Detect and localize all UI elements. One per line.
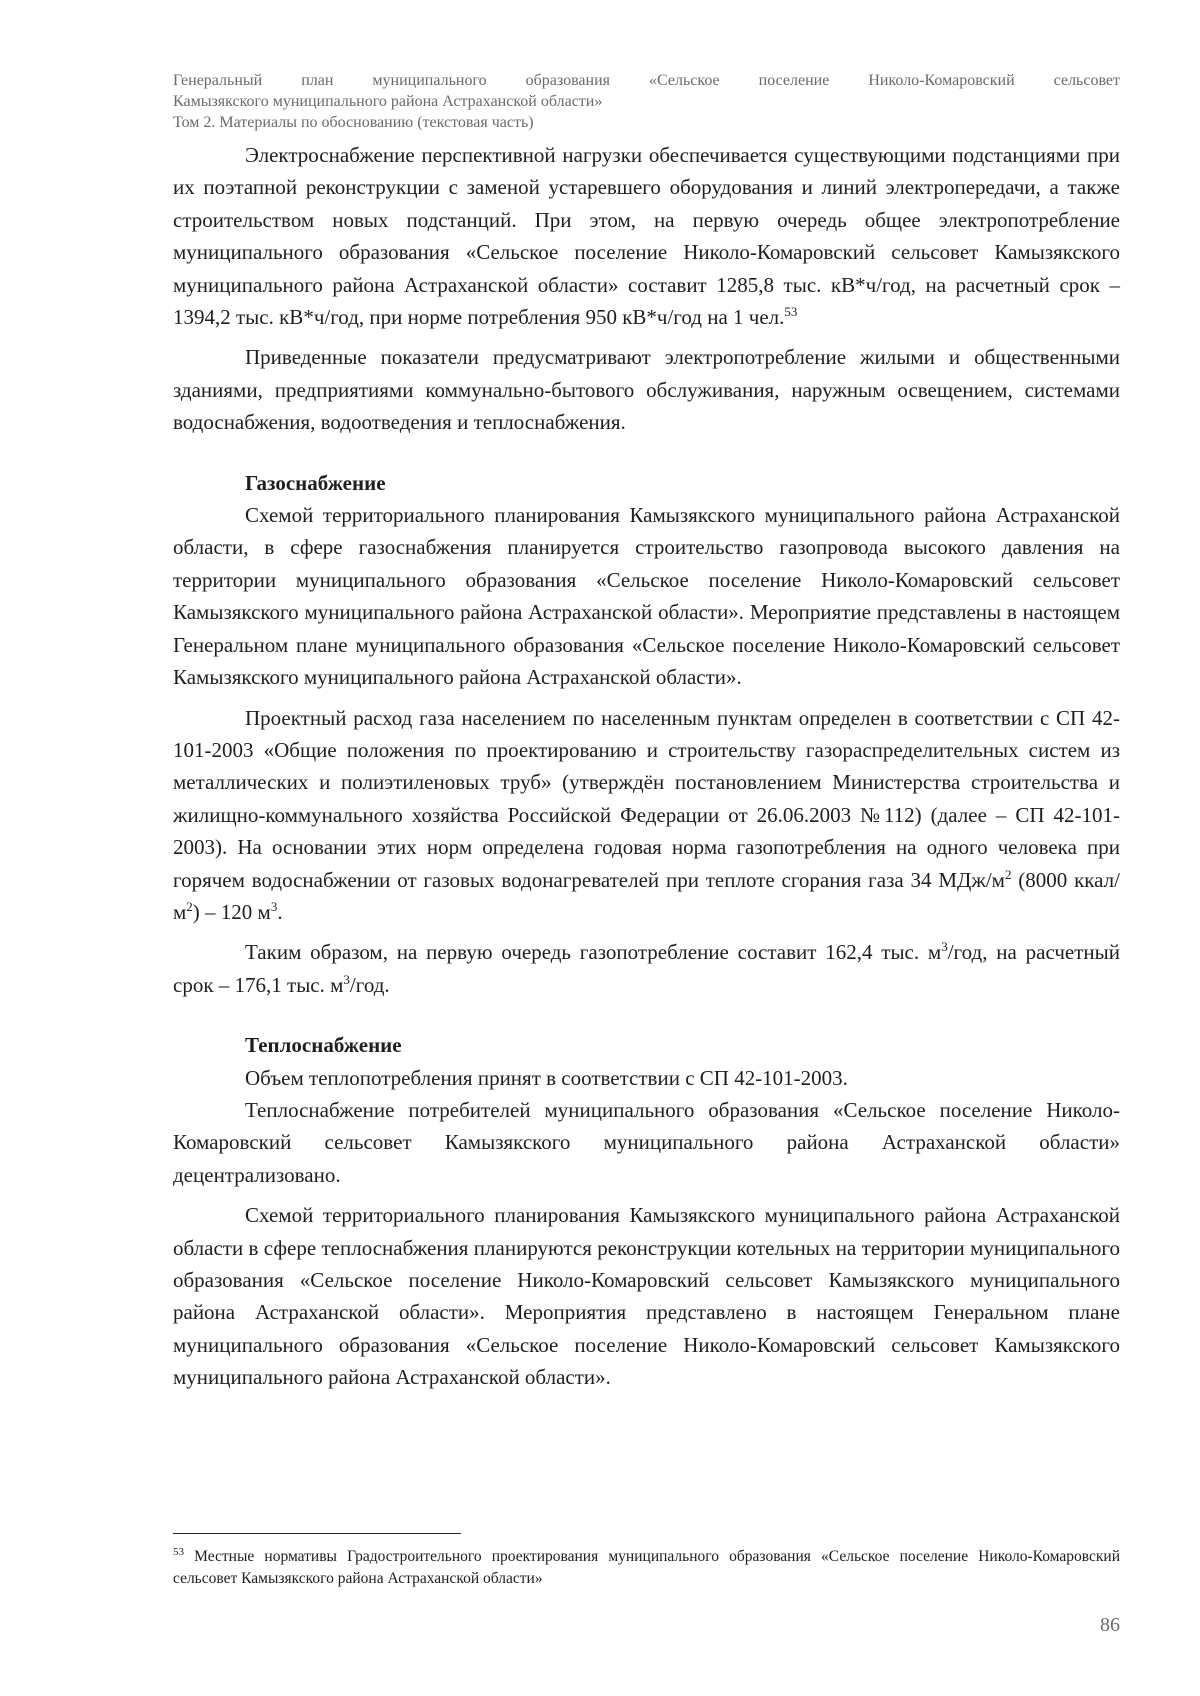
page-number: 86: [1100, 1614, 1120, 1636]
paragraph-text: (8000 ккал/м: [173, 867, 1120, 924]
document-body: [173, 139, 1120, 1394]
footnote-separator: [173, 1533, 461, 1534]
superscript: 3: [941, 939, 948, 955]
paragraph-gas-norms: [173, 702, 1120, 929]
paragraph-text: .: [277, 899, 283, 924]
superscript: 3: [343, 971, 350, 987]
header-line-2: Камызякского муниципального района Астраханской области»: [173, 93, 603, 110]
header-line-1: Генеральный план муниципального образования «Сельское поселение Николо-Комаровский сельсовет: [173, 72, 1120, 89]
paragraph-text: /год, на расчетный срок – 176,1 тыс. м: [173, 940, 1120, 997]
paragraph-text: Электроснабжение перспективной нагрузки обеспечивается существующими подстанциями при их поэтапной реконструкции с заменой устаревшего оборудования и линий электропередачи, а также строительством новых подстанций. При этом, на первую очередь общее электропотребление муниципального образования «Сельское поселение Николо-Комаровский сельсовет Камызякского муниципального района Астраханской области» составит 1285,8 тыс. кВ*ч/год, на расчетный срок – 1394,2 тыс. кВ*ч/год, при норме потребления 950 кВ*ч/год на 1 чел.: [173, 143, 1120, 330]
section-heading-gas: Газоснабжение: [245, 470, 386, 495]
paragraph-text: /год.: [349, 972, 390, 997]
paragraph-gas-consumption: [173, 936, 1120, 1001]
header-line-3: Том 2. Материалы по обоснованию (текстовая часть): [173, 114, 534, 131]
paragraph-text: ) – 120 м: [192, 899, 271, 924]
footnote-text: Местные нормативы Градостроительного проектирования муниципального образования «Сельское поселение Николо-Комаровский сельсовет Камызякского района Астраханской области»: [173, 1548, 1120, 1587]
footnote: [173, 1546, 1120, 1590]
footnote-reference[interactable]: 53: [784, 304, 798, 320]
paragraph-text: Таким образом, на первую очередь газопотребление составит 162,4 тыс. м: [245, 940, 942, 965]
paragraph-heat-volume: Объем теплопотребления принят в соответствии с СП 42-101-2003.: [245, 1065, 848, 1090]
paragraph-heat-consumers: Теплоснабжение потребителей муниципального образования «Сельское поселение Николо-Комаровский сельсовет Камызякского муниципального района Астраханской области» децентрализовано.: [173, 1097, 1120, 1187]
running-header: [173, 70, 1120, 133]
superscript: 2: [1004, 866, 1012, 882]
footnote-number: 53: [173, 1545, 184, 1558]
paragraph-gas-plan: Схемой территориального планирования Камызякского муниципального района Астраханской области, в сфере газоснабжения планируется строительство газопровода высокого давления на территории муниципального образования «Сельское поселение Николо-Комаровский сельсовет Камызякского муниципального района Астраханской области». Мероприятие представлены в настоящем Генеральном плане муниципального образования «Сельское поселение Николо-Комаровский сельсовет Камызякского муниципального района Астраханской области».: [173, 503, 1120, 690]
superscript: 2: [186, 898, 193, 914]
section-heading-heat: Теплоснабжение: [245, 1033, 402, 1058]
paragraph-text: Проектный расход газа населением по населенным пунктам определен в соответствии с СП 42-101-2003 «Общие положения по проектированию и строительству газораспределительных систем из металлических и полиэтиленовых труб» (утверждён постановлением Министерства строительства и жилищно-коммунального хозяйства Российской Федерации от 26.06.2003 №112) (далее – СП 42-101-2003). На основании этих норм определена годовая норма газопотребления на одного человека при горячем водоснабжении от газовых водонагревателей при теплоте сгорания газа 34 МДж/м: [173, 705, 1120, 892]
superscript: 3: [270, 898, 278, 914]
paragraph-electricity-consumers: Приведенные показатели предусматривают электропотребление жилыми и общественными зданиями, предприятиями коммунально-бытового обслуживания, наружным освещением, системами водоснабжения, водоотведения и теплоснабжения.: [173, 345, 1120, 435]
paragraph-heat-plan: Схемой территориального планирования Камызякского муниципального района Астраханской области в сфере теплоснабжения планируются реконструкции котельных на территории муниципального образования «Сельское поселение Николо-Комаровский сельсовет Камызякского муниципального района Астраханской области». Мероприятия представлено в настоящем Генеральном плане муниципального образования «Сельское поселение Николо-Комаровский сельсовет Камызякского муниципального района Астраханской области».: [173, 1203, 1120, 1390]
paragraph-electricity-load: [173, 139, 1120, 333]
